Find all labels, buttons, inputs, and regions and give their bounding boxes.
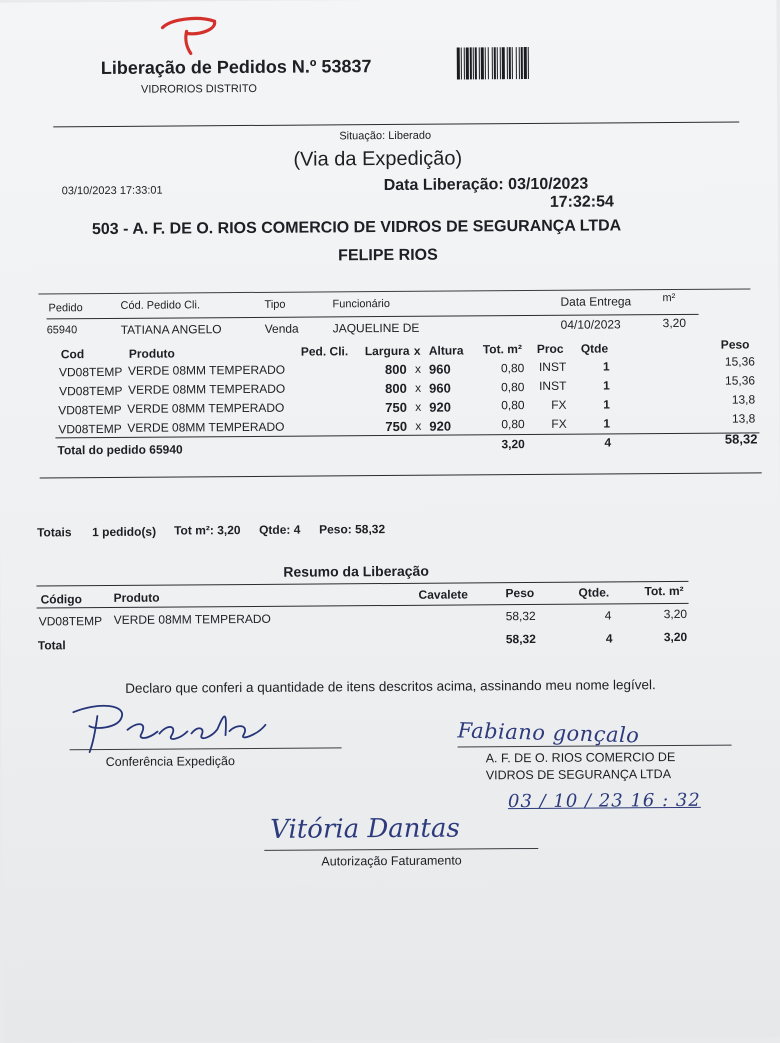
item-produto: VERDE 08MM TEMPERADO	[127, 362, 286, 378]
totals-peso: Peso: 58,32	[319, 522, 386, 537]
order-total-m2: 3,20	[501, 437, 525, 452]
client-name-line2: VIDROS DE SEGURANÇA LTDA	[485, 767, 672, 783]
via-text: (Via da Expedição)	[293, 147, 463, 171]
item-peso: 15,36	[724, 373, 756, 388]
item-peso: 13,8	[731, 392, 756, 407]
item-qtde: 1	[602, 359, 610, 374]
item-altura: 960	[428, 361, 451, 377]
item-largura: 750	[385, 399, 407, 416]
order-header-label-tipo: Tipo	[264, 298, 286, 311]
client-signature: Fabiano gonçalo	[457, 718, 640, 748]
release-date: Data Liberação: 03/10/2023	[383, 175, 589, 195]
red-handwritten-mark	[156, 9, 226, 55]
item-peso: 15,36	[724, 354, 755, 369]
company-name: VIDRORIOS DISTRITO	[140, 82, 257, 96]
item-qtde: 1	[603, 397, 610, 412]
summary-row-qtde: 4	[604, 608, 612, 623]
declaration-text: Declaro que conferi a quantidade de itens descritos acima, assinando meu nome legível.	[125, 677, 656, 696]
order-value-cod-cli: TATIANA ANGELO	[120, 322, 222, 337]
order-total-qtde: 4	[604, 435, 612, 450]
release-time: 17:32:54	[549, 193, 614, 211]
item-x: x	[415, 418, 422, 433]
conferencia-label: Conferência Expedição	[105, 754, 235, 769]
summary-total-label: Total	[37, 638, 66, 653]
order-value-m2: 3,20	[662, 315, 687, 331]
items-col-produto: Produto	[128, 346, 175, 361]
order-value-pedido: 65940	[46, 324, 78, 337]
order-header-label-m2: m²	[662, 292, 676, 305]
summary-total-peso: 58,32	[505, 631, 536, 647]
item-peso: 13,8	[731, 411, 756, 426]
item-largura: 800	[385, 380, 407, 397]
item-altura: 960	[429, 380, 451, 396]
item-produto: VERDE 08MM TEMPERADO	[127, 400, 285, 416]
item-qtde: 1	[603, 378, 610, 393]
items-col-largura: Largura	[364, 343, 410, 359]
order-total-label: Total do pedido 65940	[57, 442, 183, 458]
item-cod: VD08TEMP	[58, 364, 123, 380]
item-tot-m2: 0,80	[501, 417, 525, 432]
order-total-peso: 58,32	[724, 431, 758, 447]
order-header-label-pedido: Pedido	[48, 302, 83, 315]
item-proc: INST	[539, 378, 567, 393]
item-qtde: 1	[603, 416, 611, 431]
document-title: Liberação de Pedidos N.º 53837	[100, 56, 372, 79]
order-value-data-entrega: 04/10/2023	[560, 317, 621, 332]
summary-col-codigo: Código	[40, 592, 82, 607]
item-x: x	[414, 361, 421, 376]
item-x: x	[415, 399, 422, 414]
summary-row-codigo: VD08TEMP	[38, 614, 103, 629]
items-col-qtde: Qtde	[580, 341, 609, 356]
item-largura: 800	[384, 361, 407, 378]
client-line: 503 - A. F. DE O. RIOS COMERCIO DE VIDROS DE SEGURANÇA LTDA	[91, 217, 622, 239]
totals-pedidos: 1 pedido(s)	[92, 524, 157, 540]
summary-col-produto: Produto	[113, 590, 160, 605]
client-contact: FELIPE RIOS	[338, 246, 438, 265]
item-altura: 920	[429, 399, 451, 415]
item-cod: VD08TEMP	[58, 421, 122, 437]
autorizacao-label: Autorização Faturamento	[321, 853, 462, 869]
summary-col-qtde: Qtde.	[578, 585, 610, 600]
items-col-peso: Peso	[720, 337, 750, 352]
item-cod: VD08TEMP	[59, 383, 123, 399]
order-header-label-cod-cli: Cód. Pedido Cli.	[120, 299, 201, 312]
autorizacao-signature: Vitória Dantas	[270, 813, 460, 845]
item-x: x	[415, 380, 422, 395]
order-value-tipo: Venda	[264, 321, 299, 336]
order-value-funcionario: JAQUELINE DE	[332, 320, 420, 336]
items-col-tot-m2: Tot. m²	[482, 342, 522, 357]
summary-row-peso: 58,32	[505, 608, 536, 624]
totals-m2: Tot m²: 3,20	[174, 523, 241, 538]
summary-total-tot-m2: 3,20	[663, 629, 688, 645]
items-col-x: x	[413, 343, 421, 358]
summary-total-qtde: 4	[605, 631, 613, 646]
summary-col-tot-m2: Tot. m²	[644, 583, 684, 599]
item-largura: 750	[385, 418, 408, 435]
item-proc: INST	[538, 359, 567, 374]
handwritten-datetime: 03 / 10 / 23 16 : 32	[507, 789, 701, 813]
item-tot-m2: 0,80	[501, 380, 525, 395]
summary-col-peso: Peso	[505, 585, 535, 601]
item-proc: FX	[551, 416, 567, 431]
item-cod: VD08TEMP	[58, 402, 122, 418]
items-col-altura: Altura	[428, 343, 464, 358]
item-altura: 920	[429, 418, 452, 434]
order-header-label-funcionario: Funcionário	[332, 297, 391, 311]
item-tot-m2: 0,80	[501, 398, 525, 413]
client-name-line1: A. F. DE O. RIOS COMERCIO DE	[485, 750, 676, 766]
totals-qtde: Qtde: 4	[259, 522, 301, 537]
item-produto: VERDE 08MM TEMPERADO	[127, 419, 285, 435]
item-tot-m2: 0,80	[500, 361, 525, 376]
status-text: Situação: Liberado	[339, 129, 432, 143]
totals-label: Totais	[37, 525, 72, 540]
barcode-icon	[455, 45, 579, 82]
order-header-label-data-entrega: Data Entrega	[560, 294, 632, 309]
items-col-proc: Proc	[536, 341, 564, 356]
print-datetime: 03/10/2023 17:33:01	[61, 184, 163, 198]
items-col-ped-cli: Ped. Cli.	[300, 344, 349, 359]
summary-col-cavalete: Cavalete	[418, 587, 468, 602]
summary-title: Resumo da Liberação	[283, 562, 429, 580]
item-produto: VERDE 08MM TEMPERADO	[128, 381, 286, 397]
summary-row-produto: VERDE 08MM TEMPERADO	[113, 611, 271, 627]
items-col-cod: Cod	[60, 347, 85, 362]
item-proc: FX	[551, 397, 567, 412]
summary-row-tot-m2: 3,20	[663, 606, 688, 622]
